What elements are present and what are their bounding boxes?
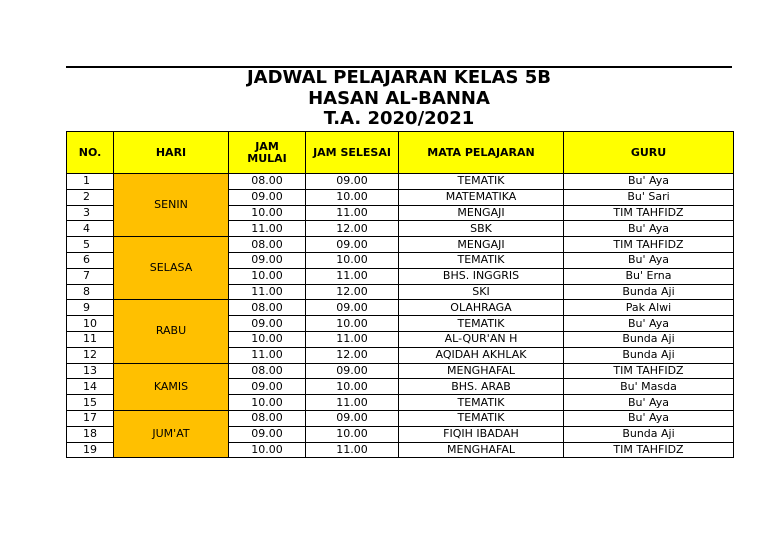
table-row: [67, 237, 734, 253]
cell-guru: Bu' Sari: [564, 189, 734, 205]
header-jam-selesai: JAM SELESAI: [306, 132, 399, 174]
title-line-3: T.A. 2020/2021: [323, 108, 475, 129]
cell-jam-mulai: 11.00: [229, 284, 306, 300]
cell-mata-pelajaran: MENGHAFAL: [399, 363, 564, 379]
cell-mata-pelajaran: MATEMATIKA: [399, 189, 564, 205]
cell-jam-selesai: 09.00: [306, 363, 399, 379]
cell-jam-selesai: 11.00: [306, 205, 399, 221]
header-mata-pelajaran: MATA PELAJARAN: [399, 132, 564, 174]
cell-jam-mulai: 10.00: [229, 395, 306, 411]
cell-no: 10: [67, 316, 114, 332]
cell-jam-mulai: 11.00: [229, 221, 306, 237]
cell-guru: Bunda Aji: [564, 331, 734, 347]
cell-mata-pelajaran: MENGAJI: [399, 205, 564, 221]
cell-mata-pelajaran: TEMATIK: [399, 316, 564, 332]
cell-jam-selesai: 10.00: [306, 189, 399, 205]
cell-mata-pelajaran: OLAHRAGA: [399, 300, 564, 316]
cell-no: 12: [67, 347, 114, 363]
table-row: [67, 300, 734, 316]
table-header-row: [67, 132, 734, 174]
cell-guru: Bunda Aji: [564, 284, 734, 300]
cell-guru: Bu' Erna: [564, 268, 734, 284]
header-jam-mulai-line1: JAM: [255, 139, 279, 153]
header-jam-mulai-line2: MULAI: [247, 151, 287, 165]
cell-jam-selesai: 12.00: [306, 347, 399, 363]
cell-jam-mulai: 09.00: [229, 252, 306, 268]
cell-mata-pelajaran: TEMATIK: [399, 174, 564, 190]
table-row: [67, 174, 734, 190]
cell-guru: Bunda Aji: [564, 426, 734, 442]
cell-jam-selesai: 09.00: [306, 237, 399, 253]
cell-jam-selesai: 10.00: [306, 426, 399, 442]
cell-jam-mulai: 10.00: [229, 442, 306, 458]
day-cell-rabu: RABU: [114, 300, 229, 363]
cell-jam-selesai: 09.00: [306, 174, 399, 190]
cell-guru: Bunda Aji: [564, 347, 734, 363]
cell-jam-selesai: 11.00: [306, 442, 399, 458]
table-row: [67, 410, 734, 426]
cell-no: 18: [67, 426, 114, 442]
cell-mata-pelajaran: AQIDAH AKHLAK: [399, 347, 564, 363]
cell-mata-pelajaran: BHS. ARAB: [399, 379, 564, 395]
cell-jam-mulai: 10.00: [229, 205, 306, 221]
cell-mata-pelajaran: MENGHAFAL: [399, 442, 564, 458]
cell-mata-pelajaran: BHS. INGGRIS: [399, 268, 564, 284]
cell-mata-pelajaran: SKI: [399, 284, 564, 300]
cell-guru: Bu' Aya: [564, 174, 734, 190]
cell-jam-selesai: 09.00: [306, 410, 399, 426]
cell-mata-pelajaran: TEMATIK: [399, 395, 564, 411]
cell-jam-mulai: 08.00: [229, 410, 306, 426]
cell-guru: TIM TAHFIDZ: [564, 363, 734, 379]
header-hari: HARI: [114, 132, 229, 174]
cell-guru: Bu' Aya: [564, 221, 734, 237]
cell-no: 17: [67, 410, 114, 426]
cell-jam-selesai: 12.00: [306, 284, 399, 300]
cell-no: 8: [67, 284, 114, 300]
header-guru: GURU: [564, 132, 734, 174]
cell-jam-selesai: 11.00: [306, 331, 399, 347]
cell-no: 3: [67, 205, 114, 221]
cell-guru: TIM TAHFIDZ: [564, 442, 734, 458]
day-cell-kamis: KAMIS: [114, 363, 229, 410]
header-no: NO.: [67, 132, 114, 174]
table-row: [67, 363, 734, 379]
cell-jam-selesai: 11.00: [306, 395, 399, 411]
cell-jam-mulai: 09.00: [229, 316, 306, 332]
cell-jam-mulai: 09.00: [229, 189, 306, 205]
cell-jam-mulai: 09.00: [229, 426, 306, 442]
cell-no: 5: [67, 237, 114, 253]
cell-guru: TIM TAHFIDZ: [564, 237, 734, 253]
cell-jam-selesai: 10.00: [306, 316, 399, 332]
cell-jam-selesai: 09.00: [306, 300, 399, 316]
cell-no: 6: [67, 252, 114, 268]
cell-no: 2: [67, 189, 114, 205]
day-cell-senin: SENIN: [114, 174, 229, 237]
cell-mata-pelajaran: FIQIH IBADAH: [399, 426, 564, 442]
cell-jam-mulai: 08.00: [229, 237, 306, 253]
document-title: [66, 68, 732, 130]
cell-jam-mulai: 09.00: [229, 379, 306, 395]
cell-guru: Bu' Aya: [564, 410, 734, 426]
cell-no: 4: [67, 221, 114, 237]
cell-no: 19: [67, 442, 114, 458]
cell-jam-mulai: 08.00: [229, 174, 306, 190]
cell-jam-mulai: 11.00: [229, 347, 306, 363]
cell-no: 1: [67, 174, 114, 190]
cell-mata-pelajaran: TEMATIK: [399, 252, 564, 268]
schedule-table: [66, 131, 734, 458]
cell-no: 7: [67, 268, 114, 284]
cell-no: 11: [67, 331, 114, 347]
cell-jam-selesai: 10.00: [306, 252, 399, 268]
cell-jam-selesai: 12.00: [306, 221, 399, 237]
cell-mata-pelajaran: SBK: [399, 221, 564, 237]
cell-jam-selesai: 10.00: [306, 379, 399, 395]
cell-jam-mulai: 08.00: [229, 363, 306, 379]
cell-guru: Bu' Aya: [564, 395, 734, 411]
cell-mata-pelajaran: TEMATIK: [399, 410, 564, 426]
cell-mata-pelajaran: MENGAJI: [399, 237, 564, 253]
cell-jam-mulai: 10.00: [229, 268, 306, 284]
cell-mata-pelajaran: AL-QUR'AN H: [399, 331, 564, 347]
header-jam-mulai: [229, 132, 306, 174]
title-line-2: HASAN AL-BANNA: [308, 87, 490, 109]
cell-guru: Bu' Masda: [564, 379, 734, 395]
cell-jam-selesai: 11.00: [306, 268, 399, 284]
cell-no: 15: [67, 395, 114, 411]
cell-guru: TIM TAHFIDZ: [564, 205, 734, 221]
title-line-1: JADWAL PELAJARAN KELAS 5B: [246, 67, 552, 88]
cell-jam-mulai: 10.00: [229, 331, 306, 347]
cell-no: 13: [67, 363, 114, 379]
day-cell-selasa: SELASA: [114, 237, 229, 300]
cell-guru: Bu' Aya: [564, 316, 734, 332]
cell-jam-mulai: 08.00: [229, 300, 306, 316]
cell-guru: Pak Alwi: [564, 300, 734, 316]
day-cell-jumat: JUM'AT: [114, 410, 229, 457]
cell-no: 9: [67, 300, 114, 316]
cell-guru: Bu' Aya: [564, 252, 734, 268]
cell-no: 14: [67, 379, 114, 395]
